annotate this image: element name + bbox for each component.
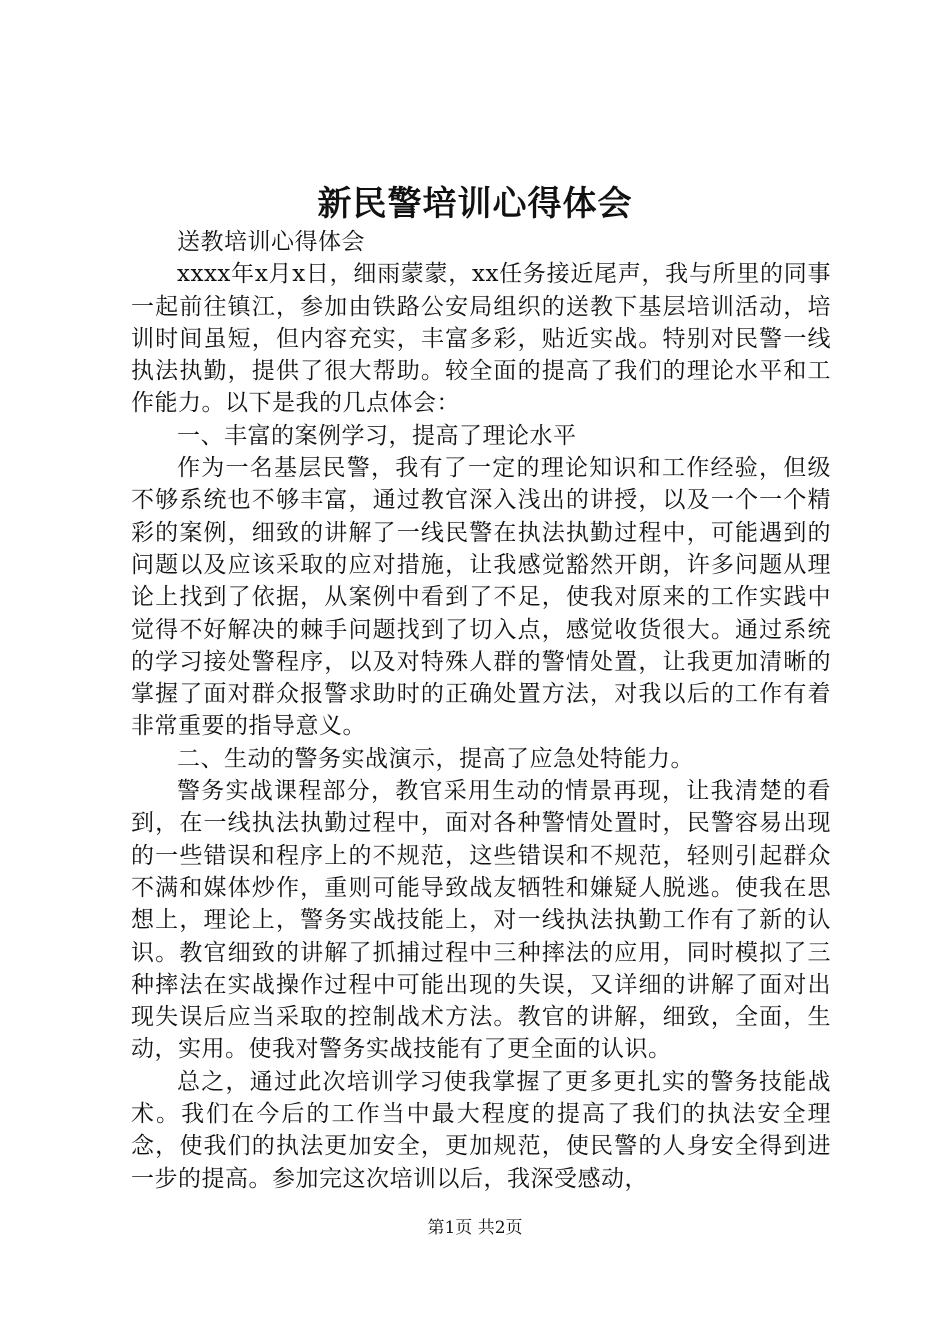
intro-paragraph: xxxx年x月x日，细雨蒙蒙，xx任务接近尾声，我与所里的同事一起前往镇江，参加由铁路公安局组织的送教下基层培训活动，培训时间虽短，但内容充实，丰富多彩，贴近实战。特别对民警一线执法执勤，提供了很大帮助。较全面的提高了我们的理论水平和工作能力。以下是我的几点体会： (131, 261, 831, 417)
section-paragraph-2: 警务实战课程部分，教官采用生动的情景再现，让我清楚的看到，在一线执法执勤过程中，面对各种警情处置时，民警容易出现的一些错误和程序上的不规范，这些错误和不规范，轻则引起群众不满和媒体炒作，重则可能导致战友牺牲和嫌疑人脱逃。使我在思想上，理论上，警务实战技能上，对一线执法执勤工作有了新的认识。教官细致的讲解了抓捕过程中三种摔法的应用，同时模拟了三种摔法在实战操作过程中可能出现的失误，又详细的讲解了面对出现失误后应当采取的控制战术方法。教官的讲解，细致，全面，生动，实用。使我对警务实战技能有了更全面的认识。 (131, 778, 831, 1063)
subtitle-paragraph: 送教培训心得体会 (177, 229, 365, 255)
document-body (131, 226, 831, 1195)
section-heading-2: 二、生动的警务实战演示，提高了应急处特能力。 (177, 745, 694, 772)
section-paragraph-1: 作为一名基层民警，我有了一定的理论知识和工作经验，但级不够系统也不够丰富，通过教官深入浅出的讲授，以及一个一个精彩的案例，细致的讲解了一线民警在执法执勤过程中，可能遇到的问题以及应该采取的应对措施，让我感觉豁然开朗，许多问题从理论上找到了依据，从案例中看到了不足，使我对原来的工作实践中觉得不好解决的棘手问题找到了切入点，感觉收货很大。通过系统的学习接处警程序，以及对特殊人群的警情处置，让我更加清晰的掌握了面对群众报警求助时的正确处置方法，对我以后的工作有着非常重要的指导意义。 (131, 455, 831, 740)
page-footer: 第1页 共2页 (427, 1218, 523, 1238)
document-title: 新民警培训心得体会 (317, 183, 633, 224)
section-heading-1: 一、丰富的案例学习，提高了理论水平 (177, 422, 577, 449)
conclusion-paragraph: 总之，通过此次培训学习使我掌握了更多更扎实的警务技能战术。我们在今后的工作当中最大程度的提高了我们的执法安全理念，使我们的执法更加安全，更加规范，使民警的人身安全得到进一步的提高。参加完这次培训以后，我深受感动， (131, 1068, 831, 1192)
